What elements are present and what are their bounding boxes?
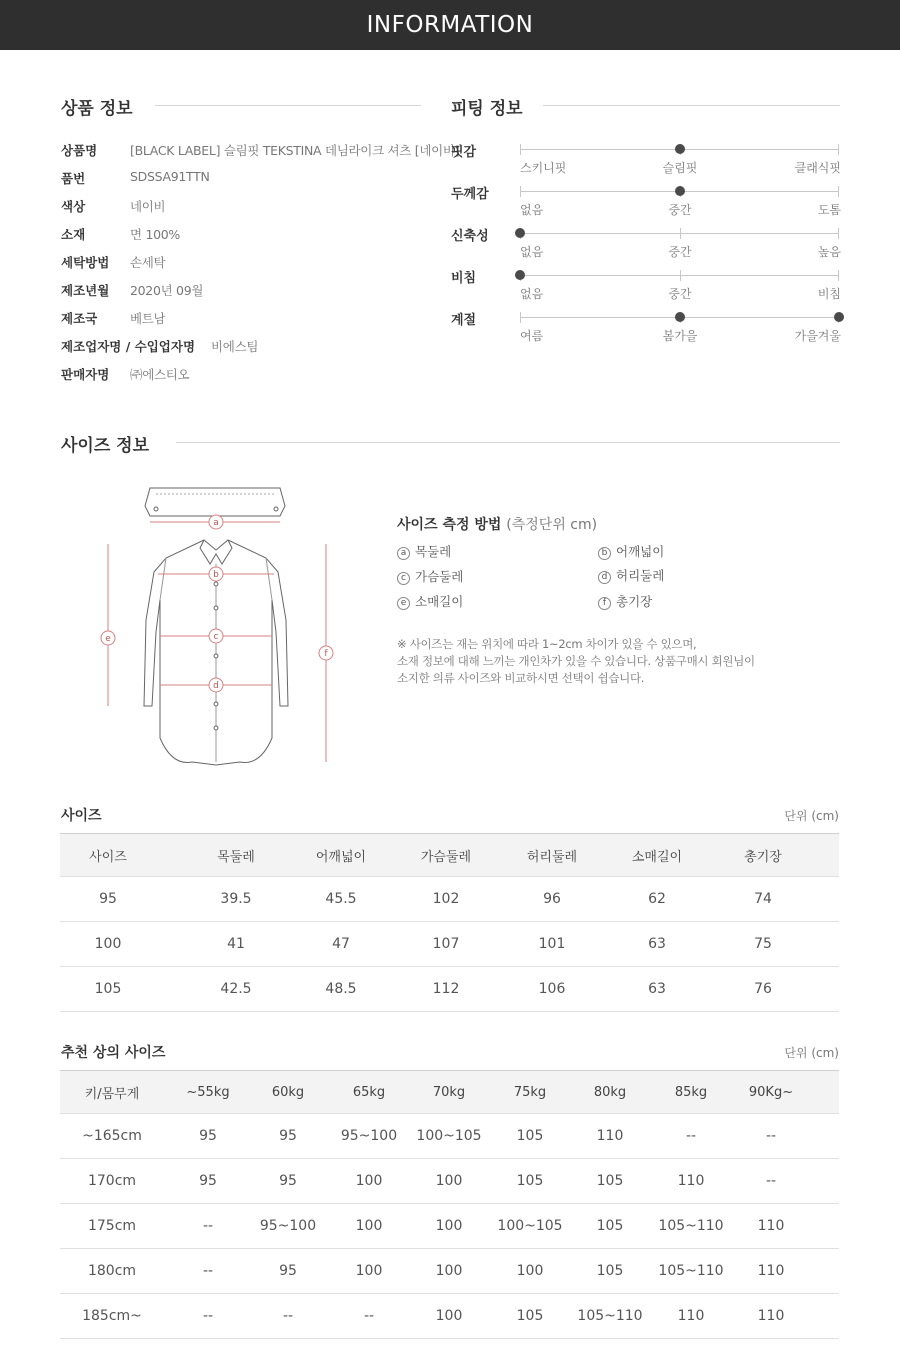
table-cell: 95 [199, 1173, 217, 1189]
fit-tick [838, 270, 839, 281]
table-cell: 74 [754, 891, 772, 907]
info-key: 제조업자명 / 수입업자명 [61, 339, 196, 354]
howto-item-a [397, 542, 451, 560]
table-row [60, 1159, 839, 1204]
info-row-material [61, 225, 180, 245]
size-table-title: 사이즈 [61, 808, 102, 824]
table-cell: ~165cm [82, 1128, 142, 1144]
table-row [60, 877, 839, 922]
measurement-unit: (측정단위 cm) [506, 517, 598, 533]
header-title: INFORMATION [366, 12, 534, 38]
diagram-letter-b: b [213, 570, 219, 580]
fit-scale-label: 중간 [668, 203, 692, 217]
table-header-cell: 85kg [674, 1084, 708, 1100]
table-cell: 95 [279, 1263, 297, 1279]
table-cell: -- [202, 1308, 214, 1324]
fit-row [451, 225, 841, 267]
table-cell: 105 [94, 981, 122, 997]
product-info-title: 상품 정보 [61, 99, 133, 119]
info-value: 손세탁 [130, 255, 166, 270]
table-cell: 76 [754, 981, 772, 997]
table-header-row [60, 833, 839, 877]
recommend-table [60, 1070, 839, 1339]
measurement-method-label: 사이즈 측정 방법 [397, 517, 502, 533]
table-cell: -- [202, 1218, 214, 1234]
table-header-cell: 75kg [513, 1084, 547, 1100]
table-cell: 63 [648, 936, 666, 952]
fit-scale-label: 없음 [520, 245, 544, 259]
info-row-code [61, 169, 210, 189]
howto-mark: f [598, 597, 611, 610]
fit-tick [838, 144, 839, 155]
table-header-cell: 키/몸무게 [84, 1086, 140, 1102]
table-cell: 42.5 [220, 981, 252, 997]
table-cell: 105~110 [658, 1263, 724, 1279]
table-cell: 41 [227, 936, 245, 952]
howto-item-f [598, 592, 652, 610]
table-row [60, 967, 839, 1012]
info-key: 세탁방법 [61, 255, 110, 270]
table-header-cell: 총기장 [744, 849, 782, 865]
fit-tick [680, 270, 681, 281]
table-row [60, 1249, 839, 1294]
table-cell: 100 [355, 1263, 383, 1279]
table-cell: 105 [596, 1173, 624, 1189]
table-cell: 105~110 [577, 1308, 643, 1324]
howto-item-e [397, 592, 463, 610]
table-cell: -- [685, 1128, 697, 1144]
table-cell: 95 [199, 1128, 217, 1144]
fit-selected-dot [834, 312, 844, 322]
howto-mark: a [397, 547, 410, 560]
table-cell: 105 [596, 1263, 624, 1279]
size-info-title: 사이즈 정보 [61, 436, 150, 456]
info-row-name [61, 141, 459, 161]
howto-label: 목둘레 [415, 544, 452, 559]
table-row [60, 1114, 839, 1159]
table-cell: 110 [757, 1308, 785, 1324]
table-header-cell: 어깨넓이 [315, 849, 367, 865]
fit-selected-dot [675, 144, 685, 154]
table-cell: 100 [435, 1263, 463, 1279]
table-cell: 110 [757, 1263, 785, 1279]
table-cell: -- [765, 1173, 777, 1189]
collar-button-shape [154, 507, 158, 511]
table-header-cell: 90Kg~ [748, 1084, 794, 1100]
table-cell: 95 [99, 891, 117, 907]
table-row [60, 1294, 839, 1339]
info-key: 제조년월 [61, 283, 110, 298]
diagram-letter-c: c [213, 632, 219, 642]
fit-scale-label: 없음 [520, 203, 544, 217]
info-key: 색상 [61, 199, 86, 214]
table-row [60, 922, 839, 967]
table-cell: 112 [432, 981, 460, 997]
fit-scale-label: 도톰 [817, 203, 841, 217]
table-cell: 100 [435, 1173, 463, 1189]
fit-tick [520, 312, 521, 323]
fit-tick [838, 186, 839, 197]
table-cell: 100~105 [497, 1218, 563, 1234]
table-cell: 175cm [87, 1218, 137, 1234]
table-header-cell: 60kg [271, 1084, 305, 1100]
table-header-cell: 목둘레 [217, 849, 255, 865]
table-cell: 101 [538, 936, 566, 952]
howto-label: 소매길이 [415, 594, 464, 609]
info-row-made-date [61, 281, 203, 301]
howto-label: 어깨넓이 [616, 544, 665, 559]
info-value: ㈜에스티오 [130, 367, 190, 382]
table-cell: 105 [516, 1173, 544, 1189]
fit-scale-label: 클래식핏 [794, 161, 841, 175]
howto-label: 가슴둘레 [415, 569, 464, 584]
howto-label: 총기장 [616, 594, 653, 609]
size-note [397, 636, 755, 687]
recommend-table-title: 추천 상의 사이즈 [61, 1045, 166, 1061]
info-key: 소재 [61, 227, 86, 242]
fit-row [451, 141, 841, 183]
collar-buttonhole-shape [274, 507, 278, 511]
recommend-table-unit: 단위 (cm) [784, 1046, 839, 1060]
page-header [0, 0, 900, 50]
table-header-cell: 허리둘레 [526, 849, 578, 865]
fit-scale-label: 중간 [668, 245, 692, 259]
table-cell: 105~110 [658, 1218, 724, 1234]
table-header-cell: 사이즈 [89, 849, 127, 865]
table-cell: 63 [648, 981, 666, 997]
info-key: 제조국 [61, 311, 98, 326]
info-value: 면 100% [130, 227, 180, 242]
diagram-letter-d: d [213, 681, 219, 691]
fit-scale-label: 비침 [817, 287, 841, 301]
fit-selected-dot [515, 270, 525, 280]
howto-mark: e [397, 597, 410, 610]
table-cell: 105 [516, 1128, 544, 1144]
table-cell: 95~100 [259, 1218, 317, 1234]
info-value: 베트남 [130, 311, 166, 326]
howto-item-c [397, 567, 463, 585]
table-cell: 45.5 [325, 891, 357, 907]
fit-row [451, 309, 841, 351]
info-row-seller [61, 365, 189, 385]
diagram-letter-a: a [213, 518, 219, 528]
table-cell: 95~100 [340, 1128, 398, 1144]
table-header-cell: 80kg [593, 1084, 627, 1100]
info-row-manufacturer [61, 337, 258, 357]
table-cell: -- [202, 1263, 214, 1279]
fit-scale-label: 봄가을 [662, 329, 698, 343]
info-row-color [61, 197, 165, 217]
fit-key: 핏감 [451, 145, 477, 160]
fit-scale-label: 스키니핏 [520, 161, 567, 175]
diagram-letter-e: e [105, 634, 111, 644]
collar-band-shape [145, 488, 285, 516]
table-cell: 100 [435, 1218, 463, 1234]
shirt-diagram-svg [100, 480, 350, 770]
table-cell: -- [282, 1308, 294, 1324]
table-cell: 100 [435, 1308, 463, 1324]
table-cell: 170cm [87, 1173, 137, 1189]
fit-scale-label: 높음 [817, 245, 841, 259]
table-cell: 95 [279, 1173, 297, 1189]
fit-key: 비침 [451, 271, 477, 286]
table-cell: 100 [94, 936, 122, 952]
table-cell: 95 [279, 1128, 297, 1144]
info-key: 상품명 [61, 143, 98, 158]
table-cell: 102 [432, 891, 460, 907]
fit-tick [520, 144, 521, 155]
table-cell: 96 [543, 891, 561, 907]
fitting-info-title: 피팅 정보 [451, 99, 523, 119]
table-header-cell: 가슴둘레 [420, 849, 472, 865]
fit-selected-dot [675, 312, 685, 322]
fit-key: 계절 [451, 313, 477, 328]
info-value: 2020년 09월 [130, 283, 204, 298]
table-cell: 180cm [87, 1263, 137, 1279]
table-cell: 110 [757, 1218, 785, 1234]
size-info-divider [176, 442, 840, 443]
product-info-divider [155, 105, 421, 106]
table-header-cell: ~55kg [186, 1084, 230, 1100]
fitting-info-divider [543, 105, 840, 106]
table-row [60, 1204, 839, 1249]
table-cell: -- [765, 1128, 777, 1144]
table-cell: -- [363, 1308, 375, 1324]
table-cell: 47 [332, 936, 350, 952]
table-header-cell: 65kg [352, 1084, 386, 1100]
table-cell: 107 [432, 936, 460, 952]
fit-selected-dot [515, 228, 525, 238]
shirt-collar-shape [200, 540, 232, 564]
fit-row [451, 183, 841, 225]
table-header-cell: 70kg [432, 1084, 466, 1100]
size-note-line: 소재 정보에 대해 느끼는 개인차가 있을 수 있습니다. 상품구매시 회원님이 [397, 654, 755, 668]
fit-tick [520, 186, 521, 197]
table-cell: 105 [516, 1308, 544, 1324]
size-table [60, 833, 839, 1012]
table-cell: 110 [596, 1128, 624, 1144]
table-cell: 185cm~ [82, 1308, 142, 1324]
fit-scale-label: 중간 [668, 287, 692, 301]
info-row-country [61, 309, 165, 329]
table-cell: 100 [355, 1218, 383, 1234]
howto-label: 허리둘레 [616, 568, 665, 583]
table-header-cell: 소매길이 [631, 849, 683, 865]
info-value: 비에스팀 [211, 339, 259, 354]
diagram-letter-f: f [324, 649, 328, 659]
table-cell: 106 [538, 981, 566, 997]
fit-scale-label: 가을겨울 [794, 329, 841, 343]
fit-scale-label: 여름 [520, 329, 544, 343]
table-cell: 110 [677, 1308, 705, 1324]
howto-mark: c [397, 572, 410, 585]
size-note-line: 소지한 의류 사이즈와 비교하시면 선택이 쉽습니다. [397, 671, 645, 685]
fit-scale-label: 슬림핏 [662, 161, 698, 175]
size-note-line: ※ 사이즈는 재는 위치에 따라 1~2cm 차이가 있을 수 있으며, [397, 637, 697, 651]
fit-tick [838, 228, 839, 239]
fit-key: 신축성 [451, 229, 489, 244]
fit-tick [680, 228, 681, 239]
info-key: 판매자명 [61, 367, 110, 382]
howto-item-d [598, 566, 664, 584]
howto-mark: b [598, 547, 611, 560]
info-row-washing [61, 253, 165, 273]
table-header-row [60, 1070, 839, 1114]
size-table-unit: 단위 (cm) [784, 809, 839, 823]
info-key: 품번 [61, 171, 86, 186]
info-value: SDSSA91TTN [130, 169, 210, 184]
table-cell: 100 [355, 1173, 383, 1189]
table-cell: 100 [516, 1263, 544, 1279]
table-cell: 39.5 [220, 891, 252, 907]
table-cell: 75 [754, 936, 772, 952]
info-value: 네이비 [130, 199, 166, 214]
fit-selected-dot [675, 186, 685, 196]
fit-row [451, 267, 841, 309]
table-cell: 100~105 [416, 1128, 482, 1144]
howto-mark: d [598, 571, 611, 584]
info-value: [BLACK LABEL] 슬림핏 TEKSTINA 데님라이크 셔츠 [네이비] [130, 143, 460, 158]
table-cell: 110 [677, 1173, 705, 1189]
table-cell: 62 [648, 891, 666, 907]
howto-item-b [598, 542, 664, 560]
fit-key: 두께감 [451, 187, 489, 202]
table-cell: 48.5 [325, 981, 357, 997]
measurement-method-title [397, 514, 597, 534]
fit-scale-label: 없음 [520, 287, 544, 301]
shirt-measurement-diagram [100, 480, 350, 770]
table-cell: 105 [596, 1218, 624, 1234]
